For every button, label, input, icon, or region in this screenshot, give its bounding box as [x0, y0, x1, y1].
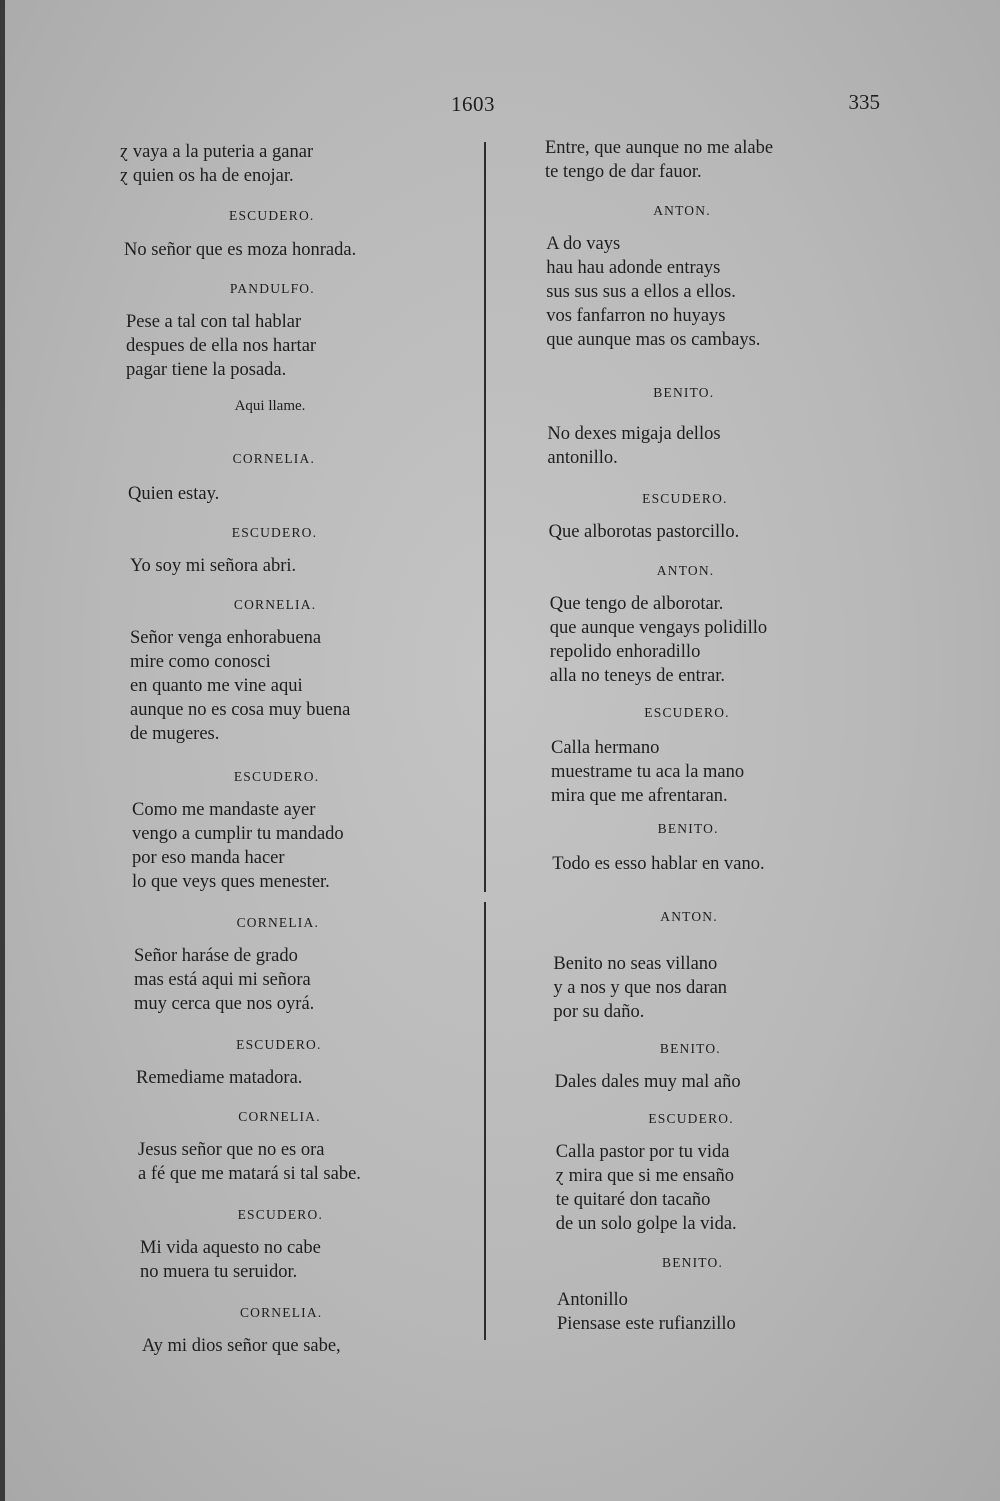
verse-line: Calla pastor por tu vida — [555, 1142, 730, 1162]
binding-edge — [0, 0, 5, 1501]
speaker-name: ESCUDERO. — [229, 208, 315, 223]
verse-line: Señor venga enhorabuena — [130, 628, 322, 648]
verse-block — [555, 1070, 741, 1094]
verse-line: mira que me afrentaran. — [551, 786, 728, 806]
verse-line: mire como conosci — [130, 652, 271, 672]
verse-line: Yo soy mi señora abri. — [130, 556, 297, 576]
verse-line: Jesus señor que no es ora — [138, 1140, 325, 1160]
verse-line: Antonillo — [557, 1290, 628, 1310]
verse-block — [553, 952, 727, 1024]
verse-block — [549, 520, 740, 544]
verse-line: Que alborotas pastorcillo. — [548, 522, 740, 542]
verse-line: muestrame tu aca la mano — [551, 762, 745, 782]
verse-line: hau hau adonde entrays — [546, 258, 721, 278]
verse-line: Benito no seas villano — [553, 954, 718, 974]
speaker-name: ANTON. — [656, 563, 715, 578]
speaker-name: PANDULFO. — [229, 281, 315, 296]
speaker-name: ESCUDERO. — [648, 1111, 734, 1126]
verse-block — [545, 136, 773, 184]
speaker-name: BENITO. — [657, 821, 719, 836]
verse-block — [551, 736, 744, 808]
verse-block — [136, 1066, 302, 1090]
verse-line: despues de ella nos hartar — [126, 336, 317, 356]
verse-block — [134, 944, 314, 1016]
verse-block — [550, 592, 767, 688]
speaker-name: ESCUDERO. — [644, 705, 730, 720]
verse-line: de mugeres. — [130, 724, 220, 744]
speaker-name: ANTON. — [660, 909, 718, 924]
verse-block — [130, 554, 296, 578]
verse-block — [138, 1138, 361, 1186]
verse-line: que aunque mas os cambays. — [546, 330, 761, 350]
verse-line: a fé que me matará si tal sabe. — [138, 1164, 361, 1184]
verse-line: Piensase este rufianzillo — [557, 1314, 736, 1334]
verse-block — [128, 482, 219, 506]
verse-line: Mi vida aquesto no cabe — [140, 1238, 321, 1258]
speaker-name: BENITO. — [662, 1255, 724, 1270]
verse-line: A do vays — [546, 234, 621, 254]
column-rule-lower — [484, 902, 486, 1340]
verse-line: ɀ vaya a la puteria a ganar — [120, 142, 314, 162]
verse-line: no muera tu seruidor. — [140, 1262, 298, 1282]
verse-line: te tengo de dar fauor. — [545, 162, 702, 182]
verse-block — [124, 238, 356, 262]
verse-line: Señor haráse de grado — [134, 946, 298, 966]
verse-block — [546, 232, 760, 352]
verse-line: sus sus sus a ellos a ellos. — [546, 282, 736, 302]
verse-line: Como me mandaste ayer — [132, 800, 316, 820]
verse-line: Dales dales muy mal año — [554, 1072, 741, 1092]
speaker-name: ESCUDERO. — [233, 769, 320, 784]
verse-line: ɀ mira que si me ensaño — [555, 1166, 735, 1186]
verse-line: y a nos y que nos daran — [553, 978, 728, 998]
verse-line: Todo es esso hablar en vano. — [552, 854, 765, 874]
verse-line: Quien estay. — [128, 484, 220, 504]
verse-line: antonillo. — [547, 448, 618, 468]
verse-block — [552, 852, 764, 876]
verse-line: Que tengo de alborotar. — [549, 594, 724, 614]
speaker-name: BENITO. — [659, 1041, 721, 1056]
speaker-name: ESCUDERO. — [642, 491, 728, 506]
verse-block — [120, 140, 313, 188]
verse-line: lo que veys ques menester. — [132, 872, 330, 892]
verse-line: vengo a cumplir tu mandado — [132, 824, 344, 844]
verse-line: que aunque vengays polidillo — [549, 618, 768, 638]
verse-line: pagar tiene la posada. — [126, 360, 287, 380]
verse-line: en quanto me vine aqui — [130, 676, 303, 696]
speaker-name: CORNELIA. — [238, 1109, 321, 1124]
verse-line: alla no teneys de entrar. — [549, 666, 725, 686]
speaker-name: CORNELIA. — [239, 1305, 323, 1320]
verse-block — [126, 310, 316, 382]
speaker-name: BENITO. — [653, 385, 715, 400]
verse-line: Ay mi dios señor que sabe, — [142, 1336, 341, 1356]
verse-block — [142, 1334, 341, 1358]
verse-block — [132, 798, 344, 894]
verse-block — [556, 1140, 737, 1236]
verse-line: te quitaré don tacaño — [555, 1190, 711, 1210]
verse-block — [557, 1288, 736, 1336]
verse-block — [140, 1236, 321, 1284]
verse-block — [547, 422, 720, 470]
speaker-name: CORNELIA. — [236, 915, 320, 930]
verse-line: por eso manda hacer — [132, 848, 285, 868]
speaker-name: ESCUDERO. — [236, 1037, 322, 1052]
speaker-name: ANTON. — [653, 203, 711, 218]
verse-line: de un solo golpe la vida. — [555, 1214, 737, 1234]
speaker-name: CORNELIA. — [232, 451, 316, 466]
verse-line: muy cerca que nos oyrá. — [134, 994, 315, 1014]
verse-block — [130, 626, 350, 746]
speaker-name: CORNELIA. — [233, 597, 317, 612]
speaker-name: ESCUDERO. — [237, 1207, 324, 1222]
verse-line: Entre, que aunque no me alabe — [545, 138, 774, 158]
running-head-year: 1603 — [451, 92, 495, 116]
verse-line: mas está aqui mi señora — [134, 970, 311, 990]
verse-line: Pese a tal con tal hablar — [126, 312, 302, 332]
verse-line: aunque no es cosa muy buena — [130, 700, 351, 720]
speaker-name: ESCUDERO. — [231, 525, 318, 540]
verse-line: vos fanfarron no huyays — [546, 306, 726, 326]
stage-direction: Aqui llame. — [234, 398, 306, 414]
verse-line: repolido enhoradillo — [549, 642, 701, 662]
verse-line: por su daño. — [553, 1002, 645, 1022]
column-rule-upper — [484, 142, 486, 892]
verse-line: Calla hermano — [551, 738, 660, 758]
verse-line: No dexes migaja dellos — [547, 424, 721, 444]
verse-line: No señor que es moza honrada. — [124, 240, 357, 260]
verse-line: Remediame matadora. — [136, 1068, 303, 1088]
verse-line: ɀ quien os ha de enojar. — [120, 166, 294, 186]
page-number: 335 — [848, 90, 880, 114]
